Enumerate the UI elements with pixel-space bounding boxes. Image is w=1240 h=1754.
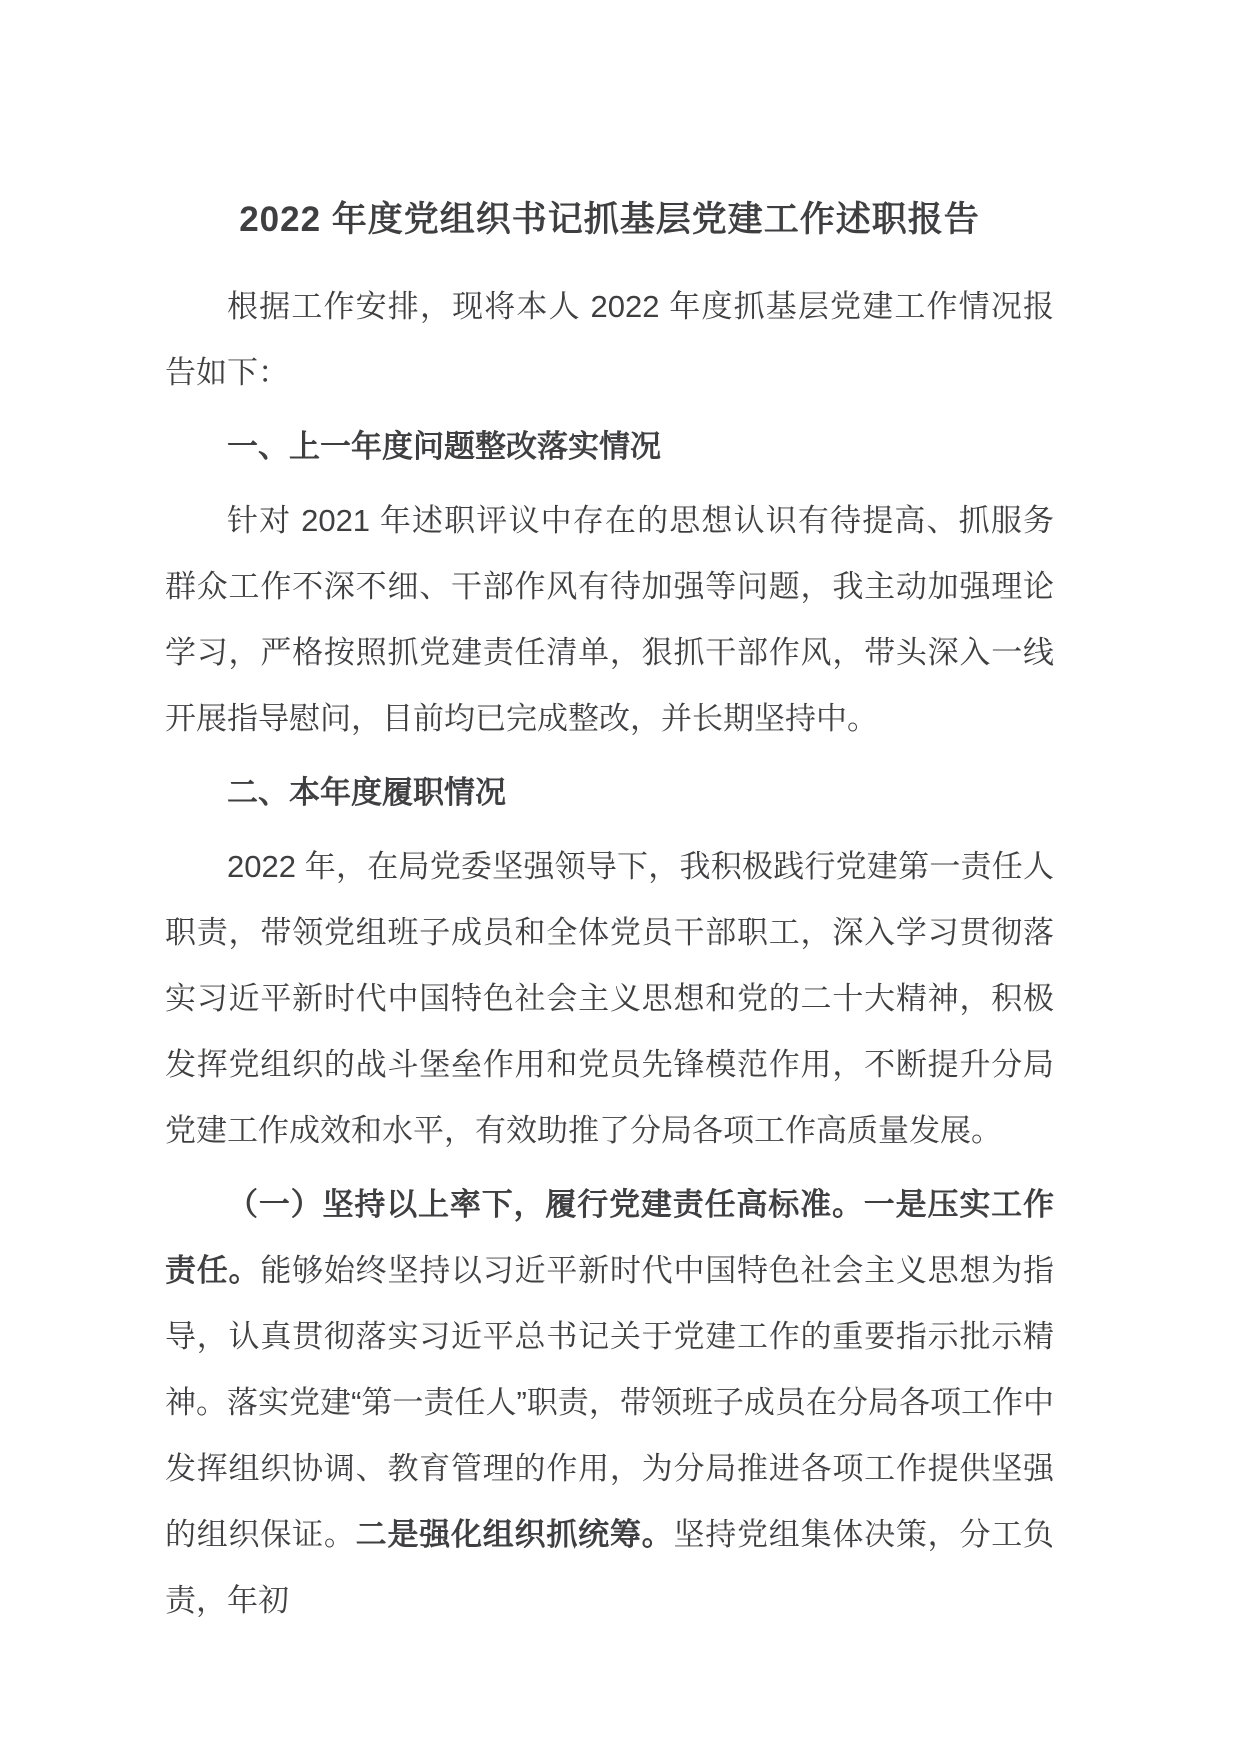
- section-heading: [165, 760, 1054, 826]
- paragraph: [165, 274, 1054, 406]
- text-run: 能够始终坚持以习近平新时代中国特色社会主义思想为指导，认真贯彻落实习近平总书记关于党建工作的重要指示批示精神。落实党建“第一责任人”职责，带领班子成员在分局各项工作中发挥组织协调、教育管理的作用，为分局推进各项工作提供坚强的组织保证。: [165, 1253, 1055, 1552]
- bold-text-run: 二、本年度履职情况: [227, 775, 506, 810]
- paragraph: [165, 834, 1054, 1164]
- paragraph: [165, 1172, 1054, 1634]
- bold-text-run: 一、上一年度问题整改落实情况: [227, 429, 661, 464]
- text-run: 针对 2021 年述职评议中存在的思想认识有待提高、抓服务群众工作不深不细、干部作风有待加强等问题，我主动加强理论学习，严格按照抓党建责任清单，狠抓干部作风，带头深入一线开展指导慰问，目前均已完成整改，并长期坚持中。: [165, 503, 1054, 736]
- text-run: 坚持党组集体决策，分工负责，年初: [165, 1517, 1055, 1618]
- bold-text-run: （一）坚持以上率下，履行党建责任高标准。一是压实工作责任。: [165, 1187, 1054, 1288]
- page-title: 2022 年度党组织书记抓基层党建工作述职报告: [239, 200, 980, 239]
- bold-text-run: 二是强化组织抓统筹。: [355, 1517, 674, 1552]
- section-heading: [165, 414, 1054, 480]
- paragraph: [165, 488, 1054, 752]
- document-body: [165, 274, 1054, 1634]
- text-run: 2022 年，在局党委坚强领导下，我积极践行党建第一责任人职责，带领党组班子成员和全体党员干部职工，深入学习贯彻落实习近平新时代中国特色社会主义思想和党的二十大精神，积极发挥党组织的战斗堡垒作用和党员先锋模范作用，不断提升分局党建工作成效和水平，有效助推了分局各项工作高质量发展。: [165, 849, 1054, 1148]
- text-run: 根据工作安排，现将本人 2022 年度抓基层党建工作情况报告如下：: [165, 289, 1054, 390]
